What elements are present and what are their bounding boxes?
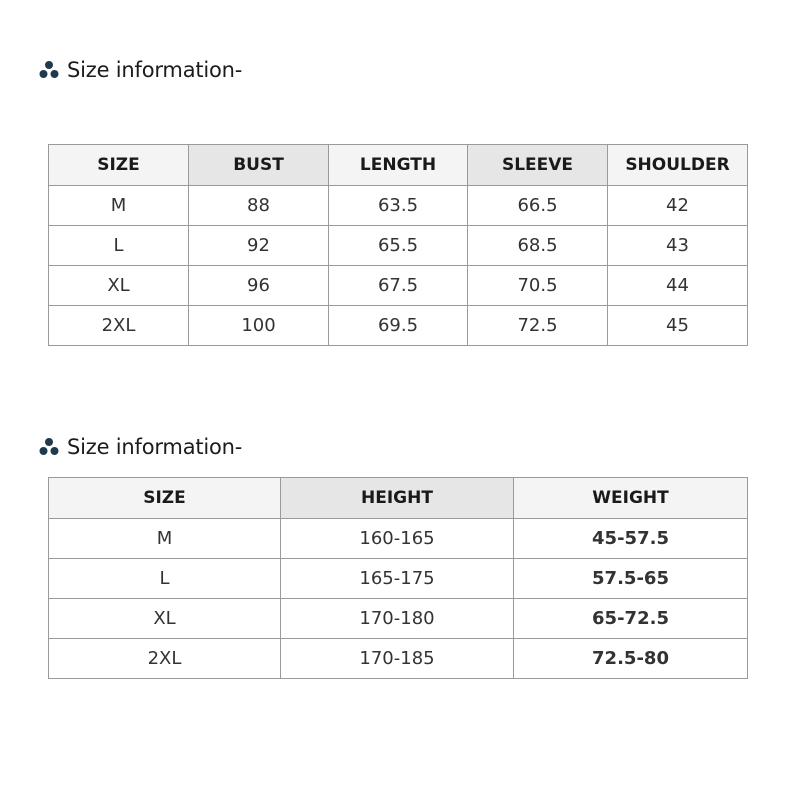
table-row bbox=[49, 599, 748, 639]
table-header-row bbox=[49, 145, 748, 186]
header-shoulder: SHOULDER bbox=[608, 145, 748, 186]
cell-size: XL bbox=[49, 266, 189, 306]
table-row bbox=[49, 186, 748, 226]
section-title: Size information- bbox=[67, 58, 243, 82]
cell-bust: 92 bbox=[189, 226, 329, 266]
cell-length: 65.5 bbox=[329, 226, 468, 266]
cell-size: 2XL bbox=[49, 639, 281, 679]
cell-weight: 72.5-80 bbox=[514, 639, 748, 679]
cell-length: 67.5 bbox=[329, 266, 468, 306]
table-row bbox=[49, 306, 748, 346]
cell-weight: 45-57.5 bbox=[514, 519, 748, 559]
cell-sleeve: 70.5 bbox=[468, 266, 608, 306]
table-row bbox=[49, 226, 748, 266]
cell-size: M bbox=[49, 519, 281, 559]
cell-shoulder: 42 bbox=[608, 186, 748, 226]
trefoil-dots-icon bbox=[38, 436, 60, 458]
cell-size: 2XL bbox=[49, 306, 189, 346]
cell-height: 170-180 bbox=[281, 599, 514, 639]
header-size: SIZE bbox=[49, 478, 281, 519]
cell-sleeve: 66.5 bbox=[468, 186, 608, 226]
cell-size: XL bbox=[49, 599, 281, 639]
cell-shoulder: 45 bbox=[608, 306, 748, 346]
cell-size: L bbox=[49, 559, 281, 599]
cell-height: 170-185 bbox=[281, 639, 514, 679]
height-weight-table bbox=[48, 477, 748, 679]
cell-sleeve: 68.5 bbox=[468, 226, 608, 266]
cell-shoulder: 44 bbox=[608, 266, 748, 306]
section-heading-2 bbox=[38, 432, 242, 462]
header-bust: BUST bbox=[189, 145, 329, 186]
cell-sleeve: 72.5 bbox=[468, 306, 608, 346]
cell-length: 63.5 bbox=[329, 186, 468, 226]
header-height: HEIGHT bbox=[281, 478, 514, 519]
cell-size: M bbox=[49, 186, 189, 226]
cell-size: L bbox=[49, 226, 189, 266]
cell-shoulder: 43 bbox=[608, 226, 748, 266]
cell-height: 165-175 bbox=[281, 559, 514, 599]
header-sleeve: SLEEVE bbox=[468, 145, 608, 186]
table-row bbox=[49, 559, 748, 599]
measurement-table bbox=[48, 144, 748, 346]
header-length: LENGTH bbox=[329, 145, 468, 186]
table-row bbox=[49, 266, 748, 306]
header-weight: WEIGHT bbox=[514, 478, 748, 519]
header-size: SIZE bbox=[49, 145, 189, 186]
table-row bbox=[49, 519, 748, 559]
table-header-row bbox=[49, 478, 748, 519]
section-title: Size information- bbox=[67, 435, 243, 459]
cell-weight: 57.5-65 bbox=[514, 559, 748, 599]
table-row bbox=[49, 639, 748, 679]
cell-bust: 88 bbox=[189, 186, 329, 226]
cell-height: 160-165 bbox=[281, 519, 514, 559]
cell-weight: 65-72.5 bbox=[514, 599, 748, 639]
cell-bust: 100 bbox=[189, 306, 329, 346]
trefoil-dots-icon bbox=[38, 59, 60, 81]
section-heading-1 bbox=[38, 55, 242, 85]
cell-length: 69.5 bbox=[329, 306, 468, 346]
cell-bust: 96 bbox=[189, 266, 329, 306]
